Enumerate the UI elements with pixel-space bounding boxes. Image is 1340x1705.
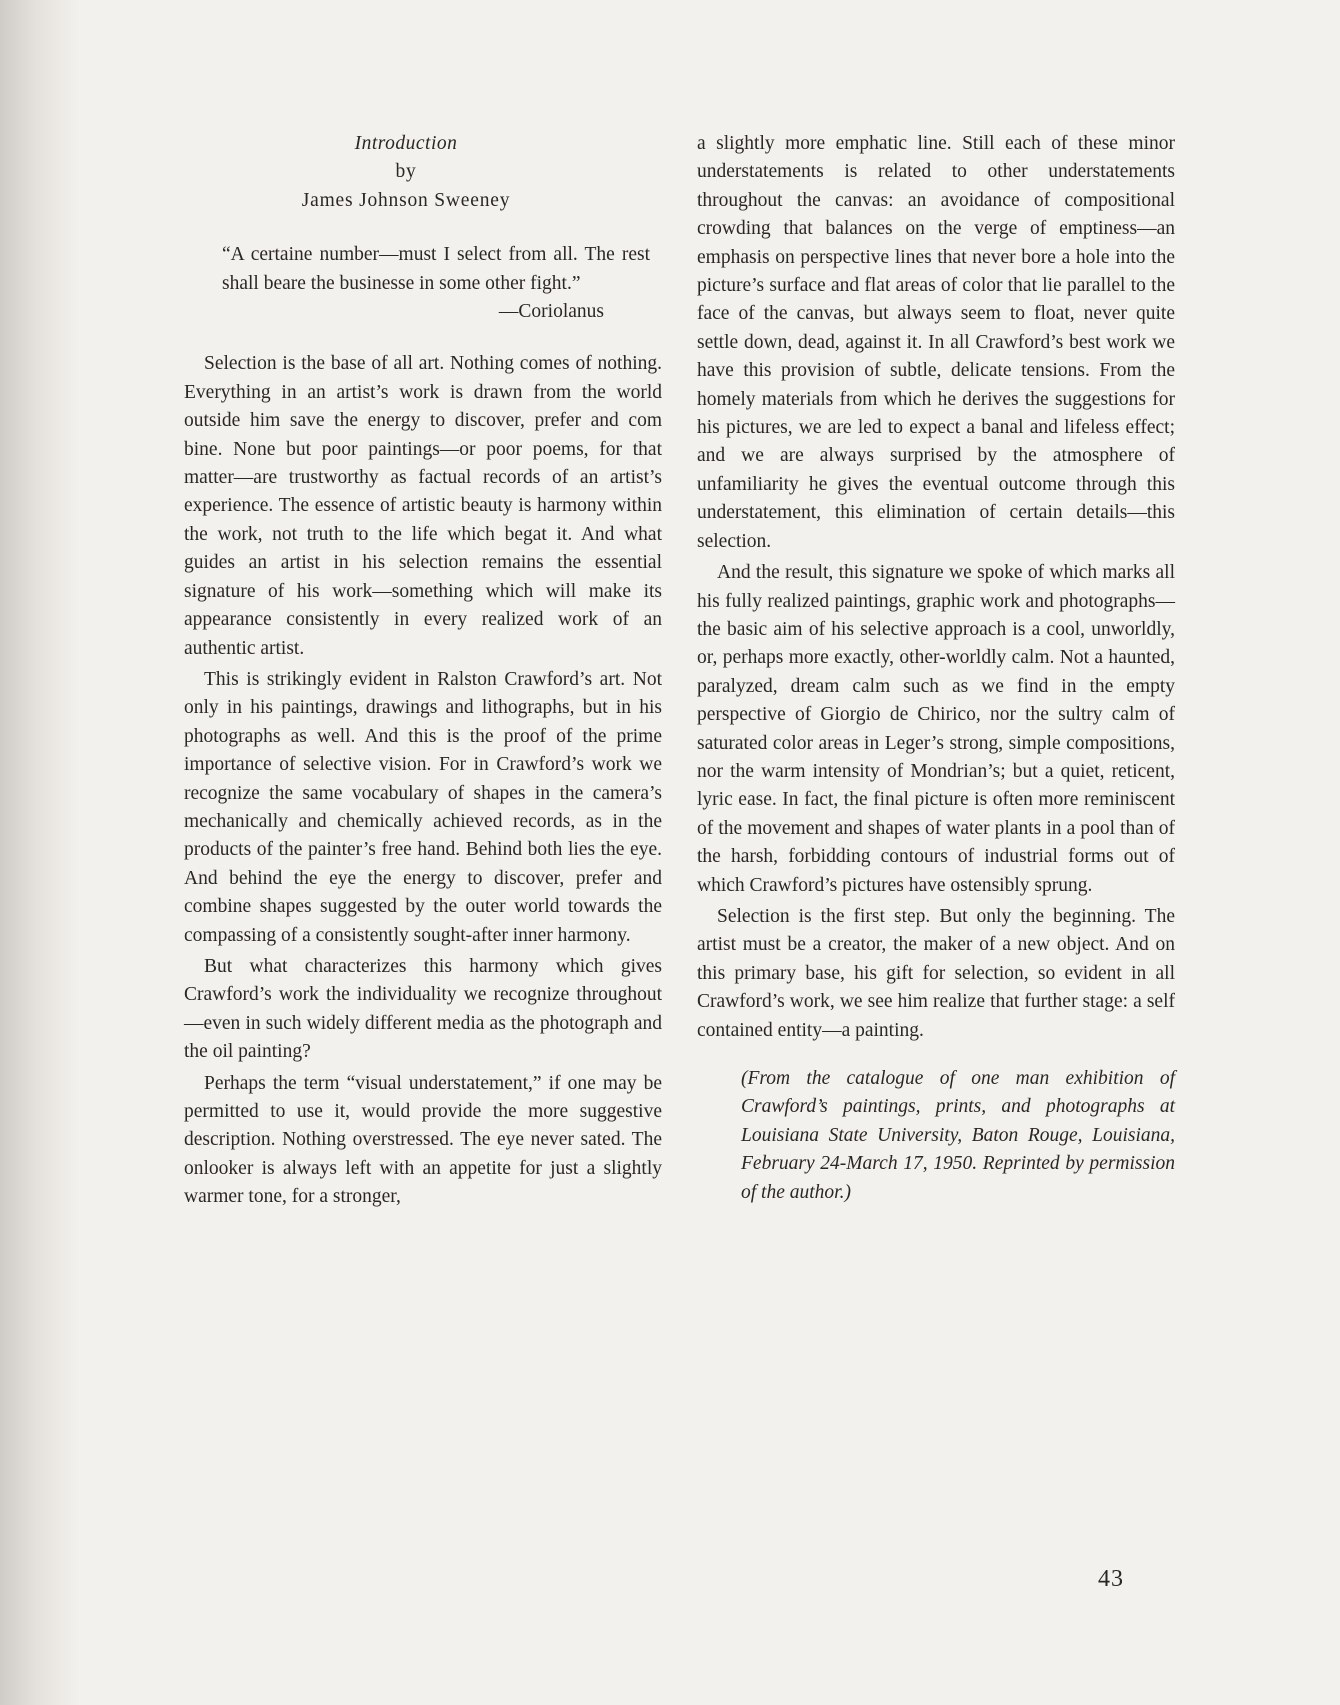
page-gutter-shadow: [0, 0, 80, 1705]
body-paragraph: This is strikingly evident in Ralston Crawford’s art. Not only in his paintings, drawings and lithographs, but in his photographs as well. And this is the proof of the prime importance of selective vision. For in Crawford’s work we recognize the same vocabulary of shapes in the camera’s mechanically and chemically achieved records, as in the products of the painter’s free hand. Behind both lies the eye. And behind the eye the energy to discover, prefer and combine shapes suggested by the outer world towards the compassing of a consistently sought-after inner harmony.: [184, 668, 662, 946]
epigraph: [222, 241, 650, 326]
body-paragraph: But what characterizes this harmony which gives Crawford’s work the individuality we recognize throughout—even in such widely different media as the photograph and the oil painting?: [184, 955, 662, 1063]
epigraph-quote: “A certaine number—must I select from all. The rest shall beare the businesse in some other fight.”: [222, 244, 650, 294]
body-paragraph: Perhaps the term “visual understatement,” if one may be permitted to use it, would provide the more suggestive description. Nothing overstressed. The eye never sated. The onlooker is always left with an appetite for just a slightly warmer tone, for a stronger,: [184, 1072, 662, 1208]
article-title: Introduction: [354, 133, 458, 154]
source-note: (From the catalogue of one man exhibition of Crawford’s paintings, prints, and photographs at Louisiana State University, Baton Rouge, Louisiana, February 24-March 17, 1950. Reprinted by permission of the author.): [741, 1068, 1175, 1203]
byline-by: by: [395, 161, 417, 183]
page-number: 43: [1098, 1566, 1124, 1592]
body-paragraph: Selection is the first step. But only the beginning. The artist must be a creator, the maker of a new object. And on this primary base, his gift for selection, so evident in all Crawford’s work, we see him realize that further stage: a self contained entity—a painting.: [697, 905, 1175, 1041]
author-name: James Johnson Sweeney: [301, 189, 511, 211]
left-body-text: [184, 350, 662, 1211]
article-heading: [206, 130, 606, 215]
right-column: [697, 130, 1175, 1207]
epigraph-source: —Coriolanus: [498, 301, 604, 323]
left-column: [184, 130, 662, 1215]
body-paragraph: And the result, this signature we spoke of which marks all his fully realized paintings, graphic work and photographs—the basic aim of his selective approach is a cool, unworldly, or, perhaps more exactly, other-worldly calm. Not a haunted, paralyzed, dream calm such as we find in the empty perspective of Giorgio de Chirico, nor the sultry calm of saturated color areas in Leger’s strong, simple compositions, nor the warm intensity of Mondrian’s; but a quiet, reticent, lyric ease. In fact, the final picture is often more reminiscent of the movement and shapes of water plants in a pool than of the harsh, forbidding contours of industrial forms out of which Crawford’s pictures have ostensibly sprung.: [697, 562, 1175, 896]
body-paragraph: a slightly more emphatic line. Still each of these minor understatements is related to other understatements throughout the canvas: an avoidance of compositional crowding that balances on the verge of emptiness—an emphasis on perspective lines that never bore a hole into the picture’s surface and flat areas of color that lie parallel to the face of the canvas, but always seem to float, never quite settle down, dead, against it. In all Crawford’s best work we have this provision of subtle, delicate tensions. From the homely materials from which he derives the suggestions for his pictures, we are led to expect a banal and lifeless effect; and we are always surprised by the atmosphere of unfamiliarity he gives the eventual outcome through this understatement, this elimination of certain details—this selection.: [697, 133, 1175, 552]
body-paragraph: Selection is the base of all art. Nothing comes of nothing. Everything in an artist’s work is drawn from the world outside him save the energy to discover, prefer and com bine. None but poor paintings—or poor poems, for that matter—are trustworthy as factual records of an artist’s experience. The essence of artistic beauty is harmony within the work, not truth to the life which begat it. And what guides an artist in his selection remains the essential signature of his work—something which will make its appearance consistently in every realized work of an authentic artist.: [184, 353, 662, 659]
